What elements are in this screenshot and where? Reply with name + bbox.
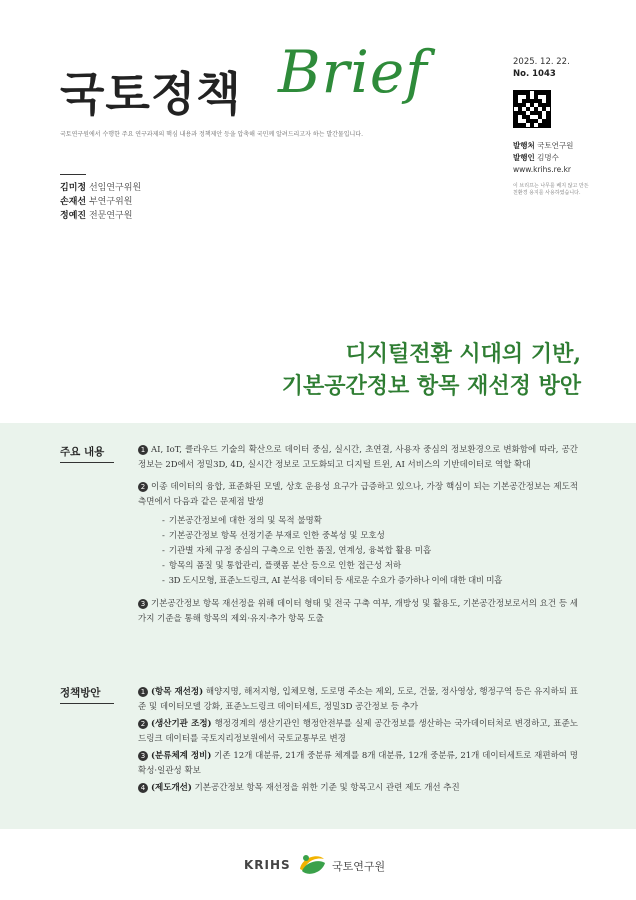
title-line-2: 기본공간정보 항목 재선정 방안 xyxy=(281,373,581,399)
key-item xyxy=(138,480,578,510)
website-link[interactable]: www.krihs.re.kr xyxy=(513,165,571,174)
policy-item xyxy=(138,717,578,747)
policy-item xyxy=(138,781,578,796)
key-item-text: 기본공간정보 항목 재선정을 위해 데이터 형태 및 전국 구축 여부, 개방성 및 활용도, 기본공간정보로서의 요건 등 세 가지 기준을 통해 항목의 제외·유지·추가 항목 도출 xyxy=(138,599,578,624)
author xyxy=(60,209,141,223)
page-title xyxy=(282,338,581,402)
policy-item-lead: (분류체계 정비) xyxy=(151,751,212,761)
policy-body xyxy=(138,685,578,803)
list-item-text: 항목의 품질 및 통합관리, 플랫폼 분산 등으로 인한 접근성 저하 xyxy=(168,561,402,571)
issue-list xyxy=(162,514,578,589)
author-name: 정예진 xyxy=(60,211,87,221)
list-item: - 3D 도시모형, 표준노드링크, AI 분석용 데이터 등 새로운 수요가 증가하나 이에 대한 대비 미흡 xyxy=(162,576,503,586)
key-content-label xyxy=(60,444,114,463)
masthead-title-ko: 국토정책 xyxy=(60,67,242,121)
issue-date: 2025. 12. 22. xyxy=(513,57,570,67)
key-item-text: AI, IoT, 클라우드 기술의 확산으로 데이터 중심, 실시간, 초연결, 사용자 중심의 정보환경으로 변화함에 따라, 공간정보는 2D에서 정밀3D, 4D, 실시간 정보로 고도화되고 디지털 트윈, AI 서비스의 기반데이터로 역할 확대 xyxy=(138,445,578,470)
policy-item-lead: (항목 재선정) xyxy=(151,687,204,697)
key-content-body xyxy=(138,443,578,634)
list-item-text: 기본공간정보에 대한 정의 및 목적 불명확 xyxy=(168,516,322,526)
number-badge: 2 xyxy=(138,719,148,729)
qr-code-icon[interactable] xyxy=(513,90,551,128)
number-badge: 3 xyxy=(138,751,148,761)
policy-item xyxy=(138,749,578,779)
list-item-text: 기관별 자체 규정 중심의 구축으로 인한 품질, 연계성, 융복합 활용 미흡 xyxy=(168,546,432,556)
policy-item-lead: (제도개선) xyxy=(151,783,192,793)
number-badge: 4 xyxy=(138,783,148,793)
author-name: 김미정 xyxy=(60,183,87,193)
masthead-title-en: Brief xyxy=(278,38,428,106)
org-name: 국토연구원 xyxy=(332,860,386,873)
key-item xyxy=(138,597,578,627)
authors xyxy=(60,174,141,223)
publication-meta xyxy=(513,56,623,197)
policy-item xyxy=(138,685,578,715)
policy-label-text: 정책방안 xyxy=(60,687,101,699)
list-item: - 기관별 자체 규정 중심의 구축으로 인한 품질, 연계성, 융복합 활용 미흡 xyxy=(162,546,432,556)
policy-item-text: 해양지명, 해저지형, 입체모형, 도로명 주소는 제외, 도로, 건물, 정사영상, 행정구역 등은 유지하되 표준 및 데이터모델 강화, 표준노드링크 데이터세트, 정밀3D 공간정보 등 추가 xyxy=(138,687,578,712)
policy-underline xyxy=(60,703,114,704)
author xyxy=(60,195,141,209)
summary-panel xyxy=(0,423,636,829)
key-item xyxy=(138,443,578,473)
author xyxy=(60,181,141,195)
eco-paper-note: 이 브리프는 나무를 베지 않고 만든 친환경 용지를 사용하였습니다. xyxy=(513,183,589,196)
title-line-1: 디지털전환 시대의 기반, xyxy=(345,341,581,367)
publisher: 국토연구원 xyxy=(537,141,574,150)
number-badge: 2 xyxy=(138,482,148,492)
list-item-text: 기본공간정보 항목 선정기준 부재로 인한 중복성 및 모호성 xyxy=(168,531,385,541)
number-badge: 1 xyxy=(138,445,148,455)
key-item-text: 이종 데이터의 융합, 표준화된 모델, 상호 운용성 요구가 급증하고 있으나, 가장 핵심이 되는 기본공간정보는 제도적 측면에서 다음과 같은 문제점 발생 xyxy=(138,482,578,507)
policy-item-text: 기존 12개 대분류, 21개 중분류 체계를 8개 대분류, 12개 중분류, 21개 데이터세트로 재편하여 명확성·일관성 확보 xyxy=(138,751,578,776)
issuer: 김명수 xyxy=(537,153,559,162)
number-badge: 3 xyxy=(138,599,148,609)
publisher-label: 발행처 xyxy=(513,141,535,150)
author-rank: 선임연구위원 xyxy=(88,183,142,193)
krihs-logo-icon xyxy=(296,849,328,883)
policy-item-lead: (생산기관 조정) xyxy=(151,719,212,729)
list-item-text: 3D 도시모형, 표준노드링크, AI 분석용 데이터 등 새로운 수요가 증가하나 이에 대한 대비 미흡 xyxy=(168,576,503,586)
publisher-line xyxy=(513,140,623,152)
key-content-label-text: 주요 내용 xyxy=(60,446,105,458)
list-item: - 기본공간정보에 대한 정의 및 목적 불명확 xyxy=(162,516,322,526)
author-rank: 부연구위원 xyxy=(88,197,133,207)
authors-divider xyxy=(60,174,86,175)
author-name: 손재선 xyxy=(60,197,87,207)
policy-item-text: 행정경계의 생산기관인 행정안전부를 실제 공간정보를 생산하는 국가데이터처로 변경하고, 표준노드링크 데이터를 국토지리정보원에서 국토교통부로 변경 xyxy=(138,719,578,744)
issue-number: No. 1043 xyxy=(513,69,556,79)
author-rank: 전문연구원 xyxy=(88,211,133,221)
list-item: - 기본공간정보 항목 선정기준 부재로 인한 중복성 및 모호성 xyxy=(162,531,385,541)
number-badge: 1 xyxy=(138,687,148,697)
policy-label xyxy=(60,685,114,704)
list-item: - 항목의 품질 및 통합관리, 플랫폼 분산 등으로 인한 접근성 저하 xyxy=(162,561,402,571)
krihs-wordmark: KRIHS xyxy=(244,858,291,872)
issuer-label: 발행인 xyxy=(513,153,535,162)
masthead-tagline: 국토연구원에서 수행한 주요 연구과제의 핵심 내용과 정책제안 등을 압축해 국민께 알려드리고자 하는 발간물입니다. xyxy=(60,131,364,138)
issuer-line xyxy=(513,152,623,164)
key-content-underline xyxy=(60,462,114,463)
policy-item-text: 기본공간정보 항목 재선정을 위한 기준 및 항목고시 관련 제도 개선 추진 xyxy=(194,783,460,793)
